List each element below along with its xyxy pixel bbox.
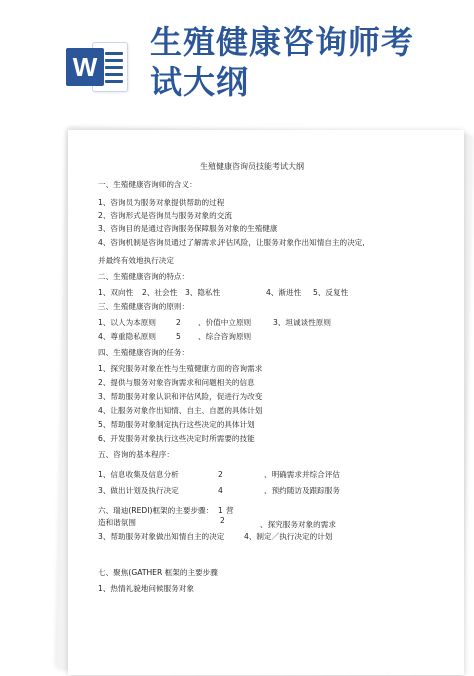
list-item: 4、让服务对象作出知情、自主、自愿的具体计划 [98, 406, 263, 415]
list-item: 2、提供与服务对象咨询需求和问题相关的信息 [98, 378, 255, 387]
list-item: 4、制定／执行决定的计划 [244, 532, 333, 541]
list-item: 4、尊重隐私原则 [98, 332, 156, 341]
list-item: 、预约随访及跟踪服务 [264, 486, 340, 495]
list-item: 、综合咨询原则 [198, 332, 252, 341]
page-title-line-1: 生殖健康咨询师考 [150, 23, 415, 61]
list-item: 、价值中立原则 [198, 318, 252, 327]
list-item: 3、帮助服务对象认识和评估风险，促进行为改变 [98, 392, 263, 401]
list-item: 2、咨询形式是咨询员与服务对象的交流 [98, 211, 232, 220]
list-item-continued: 并最终有效地执行决定 [98, 256, 174, 265]
list-number: 2 [176, 318, 181, 327]
word-badge-icon: W [66, 48, 104, 86]
list-item: 3、帮助服务对象做出知情自主的决定 [98, 532, 225, 541]
list-item: 1、以人为本原则 [98, 318, 156, 327]
word-document-icon [66, 38, 128, 94]
section-heading: 一、生殖健康咨询师的含义： [98, 180, 197, 189]
section-heading: 二、生殖健康咨询的特点： [98, 272, 190, 281]
list-item: 1、双向性 [98, 288, 134, 297]
list-item: 营 [226, 506, 234, 515]
list-number: 1 [218, 506, 223, 515]
list-item: 4、咨询机制是咨询员通过了解需求、 [98, 238, 225, 247]
list-item: 1、热情礼貌地问候服务对象 [98, 584, 194, 593]
list-item: 3、坦诚谈性原则 [273, 318, 331, 327]
list-item-continued: 评估风险，让服务对象作出知情自主的决定, [218, 238, 365, 247]
list-item: 1、探究服务对象在性与生殖健康方面的咨询需求 [98, 364, 263, 373]
list-number: 5 [176, 332, 181, 341]
list-item: 5、反复性 [313, 288, 349, 297]
list-number: 4 [218, 486, 223, 495]
list-item: 、明确需求并综合评估 [264, 470, 340, 479]
list-item: 6、开发服务对象执行这些决定时所需要的技能 [98, 434, 255, 443]
section-heading: 四、生殖健康咨询的任务： [98, 348, 190, 357]
list-item-continued: 造和谐氛围 [98, 518, 136, 527]
list-item: 1、信息收集及信息分析 [98, 470, 179, 479]
list-item: 5、帮助服务对象制定执行这些决定的具体计划 [98, 420, 255, 429]
list-item: 3、咨询目的是通过咨询服务保障服务对象的生殖健康 [98, 224, 278, 233]
section-heading: 六、瑞迪(REDI)框架的主要步骤： [98, 506, 214, 515]
list-item: 2、社会性 [142, 288, 178, 297]
document-sheet [68, 130, 464, 675]
page-title [150, 22, 450, 102]
section-heading: 五、咨询的基本程序： [98, 450, 174, 459]
section-heading: 七、聚焦(GATHER 框架的主要步骤 [98, 568, 218, 577]
list-item: 3、做出计划及执行决定 [98, 486, 179, 495]
document-title: 生殖健康咨询员技能考试大纲 [200, 162, 304, 171]
header-banner [0, 0, 474, 120]
list-item: 3、隐私性 [185, 288, 221, 297]
section-heading: 三、生殖健康咨询的原则： [98, 302, 190, 311]
list-item: 4、渐进性 [266, 288, 302, 297]
list-item: 1、咨询员为服务对象提供帮助的过程 [98, 198, 225, 207]
list-item: 、探究服务对象的需求 [260, 520, 336, 529]
page-title-line-2: 试大纲 [150, 63, 250, 101]
list-number: 2 [220, 516, 225, 525]
list-number: 2 [218, 470, 223, 479]
